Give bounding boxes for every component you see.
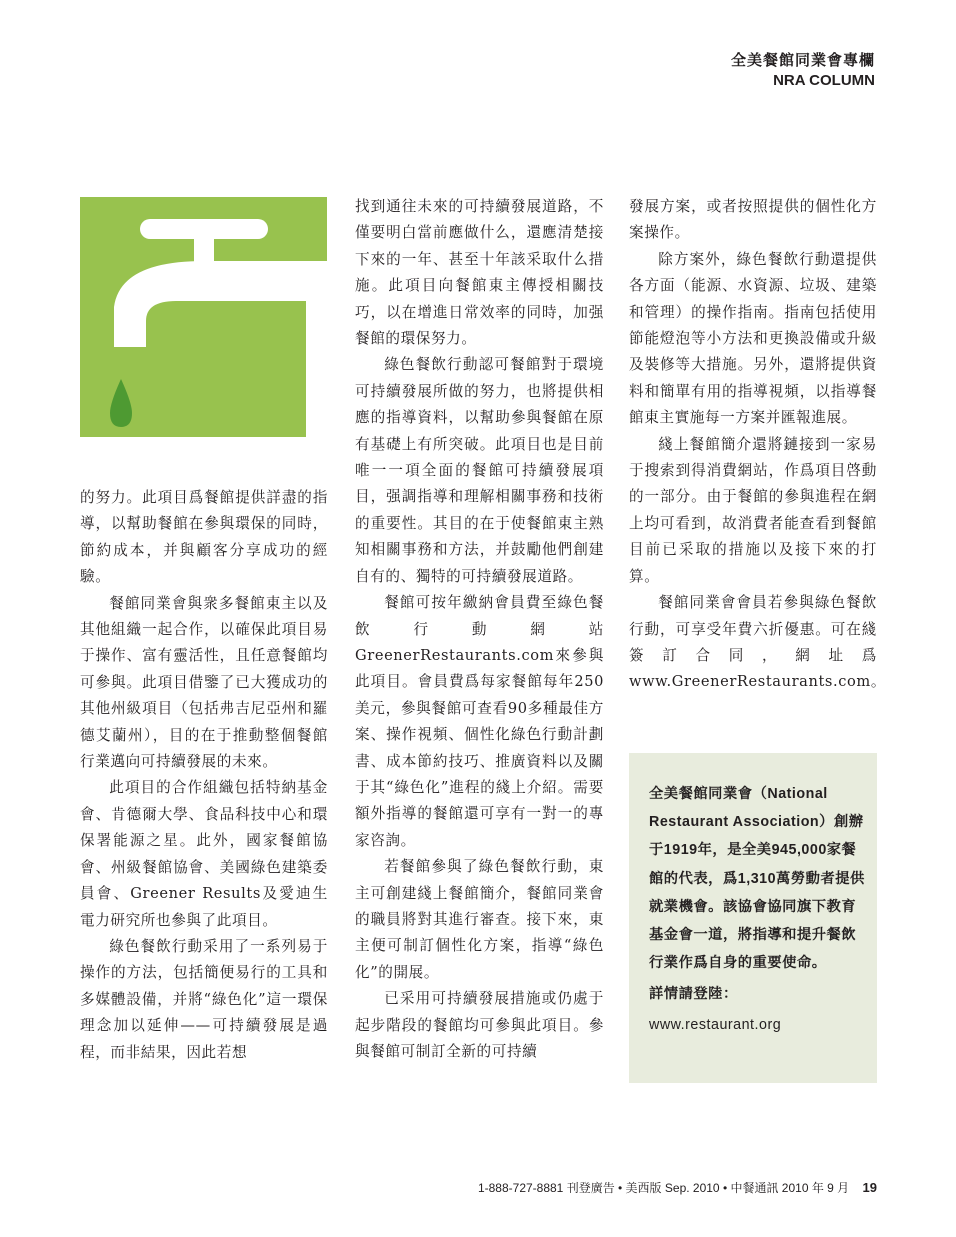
column-header [731,50,875,90]
paragraph: 除方案外，綠色餐飲行動還提供各方面（能源、水資源、垃圾、建築和管理）的操作指南。指南包括使用節能燈泡等小方法和更換設備或升級及裝修等大措施。另外，還將提供資料和簡單有用的指導視頻，以指導餐館東主實施每一方案并匯報進展。 [629,250,877,427]
page-footer [478,1179,877,1196]
water-faucet-icon [80,197,327,437]
column-title-zh: 全美餐館同業會專欄 [730,52,875,69]
footer-info: 1-888-727-8881 刊登廣告 • 美西版 Sep. 2010 • 中餐通訊 2010 年 9 月 [477,1181,850,1195]
faucet-illustration [80,197,327,437]
paragraph: 綠色餐飲行動采用了一系列易于操作的方法，包括簡便易行的工具和多媒體設備，并將“綠色化”這一環保理念加以延伸——可持續發展是過程，而非結果，因此若想 [80,937,328,1061]
article-column-3 [629,194,887,696]
paragraph: 的努力。此項目爲餐館提供詳盡的指導，以幫助餐館在參與環保的同時，節約成本，并與顧客分享成功的經驗。 [80,489,328,586]
paragraph: 已采用可持續發展措施或仍處于起步階段的餐館均可參與此項目。參與餐館可制訂全新的可持續 [355,990,604,1060]
about-nra-sidebar [629,753,877,1083]
sidebar-website-link[interactable]: www.restaurant.org [649,1016,782,1033]
faucet-pipe [306,301,327,437]
paragraph: 餐館同業會與衆多餐館東主以及其他組織一起合作，以確保此項目易于操作、富有靈活性，且任意餐館均可參與。此項目借鑒了已大獲成功的其他州級項目（包括弗吉尼亞州和羅德艾蘭州），目的在于推動整個餐館行業邁向可持續發展的未來。 [80,594,328,771]
paragraph: 餐館可按年繳納會員費至綠色餐飲行動網站GreenerRestaurants.com來參與此項目。會員費爲每家餐館每年250美元，參與餐館可查看90多種最佳方案、操作視頻、個性化綠色行動計劃書、成本節約技巧、推廣資料以及關于其“綠色化”進程的綫上介紹。需要額外指導的餐館還可享有一對一的專家咨詢。 [355,594,604,849]
paragraph: 找到通往未來的可持續發展道路，不僅要明白當前應做什么，還應清楚接下來的一年、甚至十年該采取什么措施。此項目向餐館東主傳授相關技巧，以在增進日常效率的同時，加强餐館的環保努力。 [355,198,604,348]
article-column-2 [355,194,604,1065]
column-title-en: NRA COLUMN [773,72,875,89]
paragraph: 此項目的合作組織包括特納基金會、肯德爾大學、食品科技中心和環保署能源之星。此外，國家餐館協會、州級餐館協會、美國綠色建築委員會、Greener Results及愛迪生電力研究所也參與了此項目。 [80,779,328,929]
article-column-1 [80,485,328,1066]
paragraph: 餐館同業會會員若參與綠色餐飲行動，可享受年費六折優惠。可在綫簽訂合同，網址爲www.GreenerRestaurants.com。 [629,594,887,691]
sidebar-more-label: 詳情請登陸： [649,986,738,1003]
page-number: 19 [862,1180,877,1195]
paragraph: 發展方案，或者按照提供的個性化方案操作。 [629,198,877,242]
paragraph: 若餐館參與了綠色餐飲行動，東主可創建綫上餐館簡介，餐館同業會的職員將對其進行審查。接下來，東主便可制訂個性化方案，指導“綠色化”的開展。 [355,858,604,981]
paragraph: 綫上餐館簡介還將鏈接到一家易于搜索到得消費網站，作爲項目啓動的一部分。由于餐館的參與進程在網上均可看到，故消費者能查看到餐館目前已采取的措施以及接下來的打算。 [629,435,877,585]
sidebar-body: 全美餐館同業會（National Restaurant Association）創辦于1919年，是全美945,000家餐館的代表，爲1,310萬勞動者提供就業機會。該協會協同旗下教育基金會一道，將指導和提升餐飲行業作爲自身的重要使命。 [649,786,865,972]
paragraph: 綠色餐飲行動認可餐館對于環境可持續發展所做的努力，也將提供相應的指導資料，以幫助參與餐館在原有基礎上有所突破。此項目也是目前唯一一項全面的餐館可持續發展項目，强調指導和理解相關事務和技術的重要性。其目的在于使餐館東主熟知相關事務和方法，并鼓勵他們創建自有的、獨特的可持續發展道路。 [355,356,604,585]
